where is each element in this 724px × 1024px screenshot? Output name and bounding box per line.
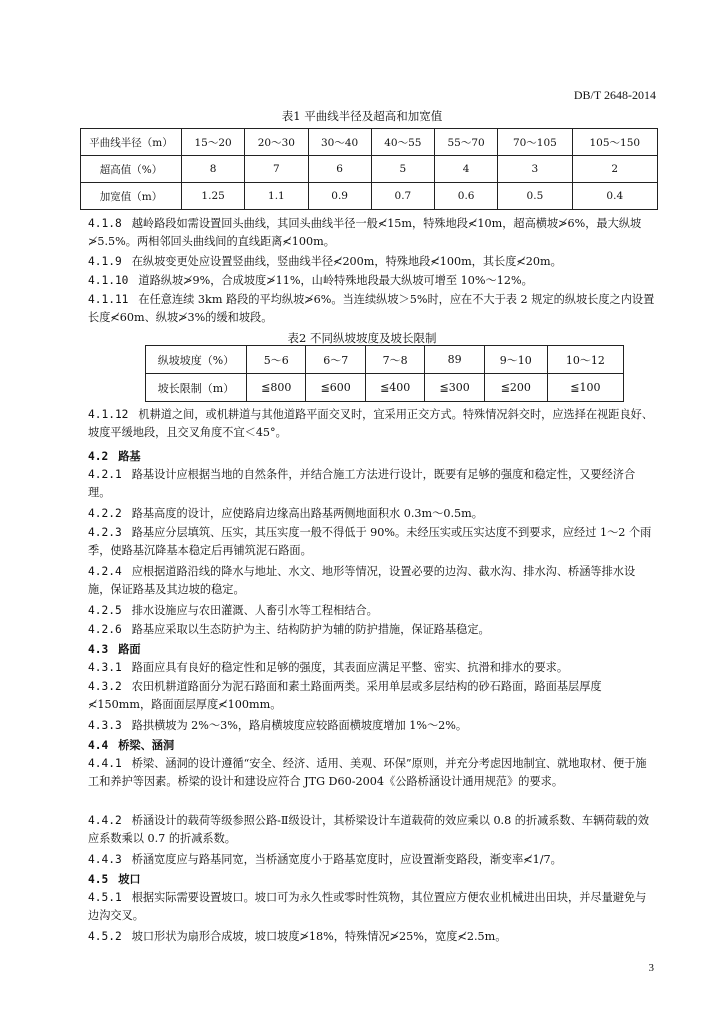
clause-text: 在纵坡变更处应设置竖曲线，竖曲线半径≮200m，特殊地段≮100m，其长度≮20m。 — [131, 255, 562, 268]
clause-4-1-10 — [88, 272, 656, 290]
table-cell: 6～7 — [306, 346, 365, 374]
clause-number: 4.2.5 — [88, 604, 122, 617]
section-number: 4.2 — [88, 450, 109, 463]
clause-4-4-2 — [88, 812, 656, 848]
clause-4-2-2 — [88, 505, 656, 523]
table-cell: 纵坡坡度（%） — [146, 346, 247, 374]
table-cell: 105～150 — [572, 129, 657, 156]
table1-caption: 表1 平曲线半径及超高和加宽值 — [281, 109, 443, 123]
table-cell: 超高值（%） — [81, 156, 182, 183]
clause-4-4-1 — [88, 755, 656, 791]
clause-number: 4.1.10 — [88, 274, 129, 287]
clause-text: 路基应采取以生态防护为主、结构防护为辅的防护措施，保证路基稳定。 — [131, 623, 490, 636]
table-cell: 0.6 — [435, 183, 498, 210]
section-number: 4.3 — [88, 643, 109, 656]
clause-4-4-3 — [88, 851, 656, 869]
clause-number: 4.2.1 — [88, 468, 122, 481]
section-title: 坡口 — [118, 872, 141, 886]
clause-4-2-6 — [88, 621, 656, 639]
table-cell: 7～8 — [365, 346, 424, 374]
clause-4-1-11 — [88, 291, 656, 327]
table-cell: 9～10 — [484, 346, 547, 374]
clause-text: 根据实际需要设置坡口。坡口可为永久性或零时性筑物，其位置应方便农业机械进出田块，并尽量避免与边沟交叉。 — [88, 891, 647, 922]
clause-4-1-8 — [88, 215, 656, 251]
table-row — [81, 156, 658, 183]
table-cell: 0.4 — [572, 183, 657, 210]
clause-text: 排水设施应与农田灌溉、人畜引水等工程相结合。 — [131, 604, 378, 617]
clause-number: 4.2.4 — [88, 565, 122, 578]
table-cell: 8 — [182, 156, 245, 183]
clause-4-1-9 — [88, 253, 656, 271]
clause-number: 4.1.12 — [88, 408, 129, 421]
clause-4-2-3 — [88, 524, 656, 560]
table-cell: 加宽值（m） — [81, 183, 182, 210]
table-cell: 5 — [371, 156, 434, 183]
section-4-3-heading — [88, 640, 656, 659]
clause-number: 4.1.11 — [88, 293, 129, 306]
table-cell: 6 — [308, 156, 371, 183]
page-number: 3 — [648, 962, 654, 974]
table-cell: 3 — [498, 156, 572, 183]
clause-number: 4.4.2 — [88, 814, 122, 827]
table-cell: 平曲线半径（m） — [81, 129, 182, 156]
clause-number: 4.5.2 — [88, 930, 122, 943]
section-4-2-heading — [88, 447, 656, 466]
clause-text: 农田机耕道路面分为泥石路面和素土路面两类。采用单层或多层结构的砂石路面，路面基层厚度≮150mm，路面面层厚度≮100mm。 — [88, 680, 602, 711]
clause-number: 4.1.9 — [88, 255, 122, 268]
section-title: 路面 — [118, 642, 141, 656]
section-number: 4.4 — [88, 739, 109, 752]
table-cell: 坡长限制（m） — [146, 374, 247, 402]
clause-number: 4.2.6 — [88, 623, 122, 636]
curve-radius-table — [80, 128, 658, 210]
clause-text: 坡口形状为扇形合成坡，坡口坡度≯18%，特殊情况≯25%，宽度≮2.5m。 — [131, 930, 507, 943]
clause-text: 机耕道之间，或机耕道与其他道路平面交叉时，宜采用正交方式。特殊情况斜交时，应选择在视距良好、坡度平缓地段，且交叉角度不宜＜45°。 — [88, 408, 654, 439]
table-cell: 7 — [245, 156, 308, 183]
clause-text: 路拱横坡为 2%～3%，路肩横坡度应较路面横坡度增加 1%～2%。 — [131, 719, 468, 732]
section-title: 桥梁、涵洞 — [118, 738, 175, 752]
clause-number: 4.4.3 — [88, 853, 122, 866]
clause-text: 越岭路段如需设置回头曲线，其回头曲线半径一般≮15m，特殊地段≮10m，超高横坡≯6%，最大纵坡≯5.5%。两相邻回头曲线间的直线距离≮100m。 — [88, 217, 642, 248]
clause-text: 路基应分层填筑、压实，其压实度一般不得低于 90%。未经压实或压实达度不到要求，应经过 1～2 个雨季，使路基沉降基本稳定后再铺筑泥石路面。 — [88, 526, 652, 557]
clause-number: 4.3.1 — [88, 661, 122, 674]
table-cell: ≦600 — [306, 374, 365, 402]
clause-number: 4.1.8 — [88, 217, 122, 230]
section-title: 路基 — [118, 449, 141, 463]
table-cell: 5～6 — [247, 346, 306, 374]
clause-number: 4.2.3 — [88, 526, 122, 539]
table-cell: ≦200 — [484, 374, 547, 402]
clause-text: 路基设计应根据当地的自然条件，并结合施工方法进行设计，既要有足够的强度和稳定性，又要经济合理。 — [88, 468, 636, 499]
clause-text: 路面应具有良好的稳定性和足够的强度，其表面应满足平整、密实、抗滑和排水的要求。 — [131, 661, 569, 674]
table-cell: 10～12 — [547, 346, 623, 374]
clause-4-2-5 — [88, 602, 656, 620]
table-cell: ≦400 — [365, 374, 424, 402]
table-row — [81, 129, 658, 156]
slope-length-table — [145, 345, 624, 402]
table-cell: 30～40 — [308, 129, 371, 156]
table2-caption: 表2 不同纵坡坡度及坡长限制 — [287, 331, 437, 345]
table-cell: 55～70 — [435, 129, 498, 156]
clause-text: 桥梁、涵洞的设计遵循“安全、经济、适用、美观、环保”原则，并充分考虑因地制宜、就地取材、便于施工和养护等因素。桥梁的设计和建设应符合 JTG D60-2004《公路桥涵设计通用规范》的要求。 — [88, 757, 647, 788]
table-cell: 15～20 — [182, 129, 245, 156]
table-cell: 70～105 — [498, 129, 572, 156]
clause-text: 应根据道路沿线的降水与地址、水文、地形等情况，设置必要的边沟、截水沟、排水沟、桥涵等排水设施，保证路基及其边坡的稳定。 — [88, 565, 636, 596]
clause-4-3-3 — [88, 717, 656, 735]
clause-4-2-4 — [88, 563, 656, 599]
section-number: 4.5 — [88, 873, 109, 886]
table-cell: 4 — [435, 156, 498, 183]
clause-4-5-1 — [88, 889, 656, 925]
clause-4-3-2 — [88, 678, 656, 714]
section-4-5-heading — [88, 870, 656, 889]
clause-4-1-12 — [88, 406, 656, 442]
table-row — [146, 374, 624, 402]
clause-number: 4.5.1 — [88, 891, 122, 904]
table-row — [146, 346, 624, 374]
table-row — [81, 183, 658, 210]
doc-code: DB/T 2648-2014 — [573, 88, 656, 102]
section-4-4-heading — [88, 736, 656, 755]
table-cell: 0.7 — [371, 183, 434, 210]
table-cell: ≦100 — [547, 374, 623, 402]
clause-text: 桥涵设计的载荷等级参照公路-Ⅱ级设计，其桥梁设计车道载荷的效应乘以 0.8 的折减系数、车辆荷载的效应系数乘以 0.7 的折减系数。 — [88, 814, 650, 845]
clause-number: 4.3.3 — [88, 719, 122, 732]
table-cell: 20～30 — [245, 129, 308, 156]
table-cell: ≦300 — [425, 374, 484, 402]
table-cell: 1.25 — [182, 183, 245, 210]
table-cell: 0.9 — [308, 183, 371, 210]
table-cell: 89 — [425, 346, 484, 374]
clause-4-5-2 — [88, 928, 656, 946]
clause-text: 桥涵宽度应与路基同宽，当桥涵宽度小于路基宽度时，应设置渐变路段，渐变率≮1/7。 — [131, 853, 562, 866]
table-cell: 0.5 — [498, 183, 572, 210]
clause-text: 路基高度的设计，应使路肩边缘高出路基两侧地面积水 0.3m～0.5m。 — [131, 507, 483, 520]
clause-4-3-1 — [88, 659, 656, 677]
table-cell: ≦800 — [247, 374, 306, 402]
table-cell: 40～55 — [371, 129, 434, 156]
clause-number: 4.4.1 — [88, 757, 122, 770]
clause-number: 4.3.2 — [88, 680, 122, 693]
table-cell: 1.1 — [245, 183, 308, 210]
clause-text: 道路纵坡≯9%，合成坡度≯11%，山岭特殊地段最大纵坡可增至 10%～12%。 — [138, 274, 533, 287]
clause-4-2-1 — [88, 466, 656, 502]
clause-number: 4.2.2 — [88, 507, 122, 520]
clause-text: 在任意连续 3km 路段的平均纵坡≯6%。当连续纵坡＞5%时，应在不大于表 2 规定的纵坡长度之内设置长度≮60m、纵坡≯3%的缓和坡段。 — [88, 293, 655, 324]
table-cell: 2 — [572, 156, 657, 183]
